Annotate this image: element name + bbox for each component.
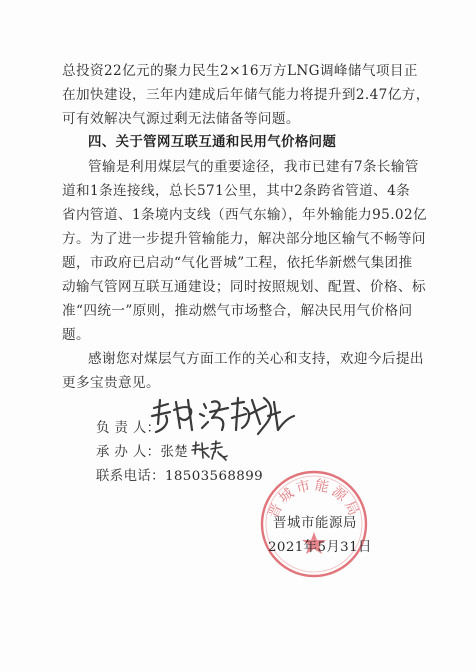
body-line: 管输是利用煤层气的重要途径，我市已建有7条长输管 — [88, 159, 419, 175]
body-line: 在加快建设，三年内建成后年储气能力将提升到2.47亿方， — [62, 87, 430, 103]
issue-date: 2021年5月31日 — [268, 540, 372, 555]
body-line: 总投资22亿元的聚力民生2×16万方LNG调峰储气项目正 — [62, 63, 418, 79]
body-line: 题。 — [62, 327, 90, 343]
responsible-person-label: 负 责 人： — [96, 421, 161, 436]
closing-line: 感谢您对煤层气方面工作的关心和支持，欢迎今后提出 — [88, 351, 424, 367]
handler-label: 承 办 人：张楚 — [96, 445, 189, 460]
body-line: 可有效解决气源过剩无法储备等问题。 — [62, 111, 300, 127]
seal-text: 晋城市能源局 — [265, 477, 363, 521]
body-line: 省内管道、1条境内支线（西气东输），年外输能力95.02亿 — [62, 207, 428, 223]
issuing-organization: 晋城市能源局 — [273, 516, 357, 531]
section-heading: 四、关于管网互联互通和民用气价格问题 — [88, 135, 337, 150]
body-line: 方。为了进一步提升管输能力，解决部分地区输气不畅等问 — [62, 231, 426, 247]
contact-phone: 联系电话：18503568899 — [96, 469, 264, 484]
body-line: 准“四统一”原则，推动燃气市场整合，解决民用气价格问 — [62, 303, 413, 319]
handwritten-signature — [148, 394, 298, 438]
handler-handwritten-signature — [190, 440, 230, 462]
body-line: 动输气管网互联互通建设；同时按照规划、配置、价格、标 — [62, 279, 426, 295]
closing-line: 更多宝贵意见。 — [62, 375, 160, 391]
body-line: 道和1条连接线，总长571公里，其中2条跨省管道、4条 — [62, 183, 411, 199]
body-line: 题，市政府已启动“气化晋城”工程，依托华新燃气集团推 — [62, 255, 413, 271]
